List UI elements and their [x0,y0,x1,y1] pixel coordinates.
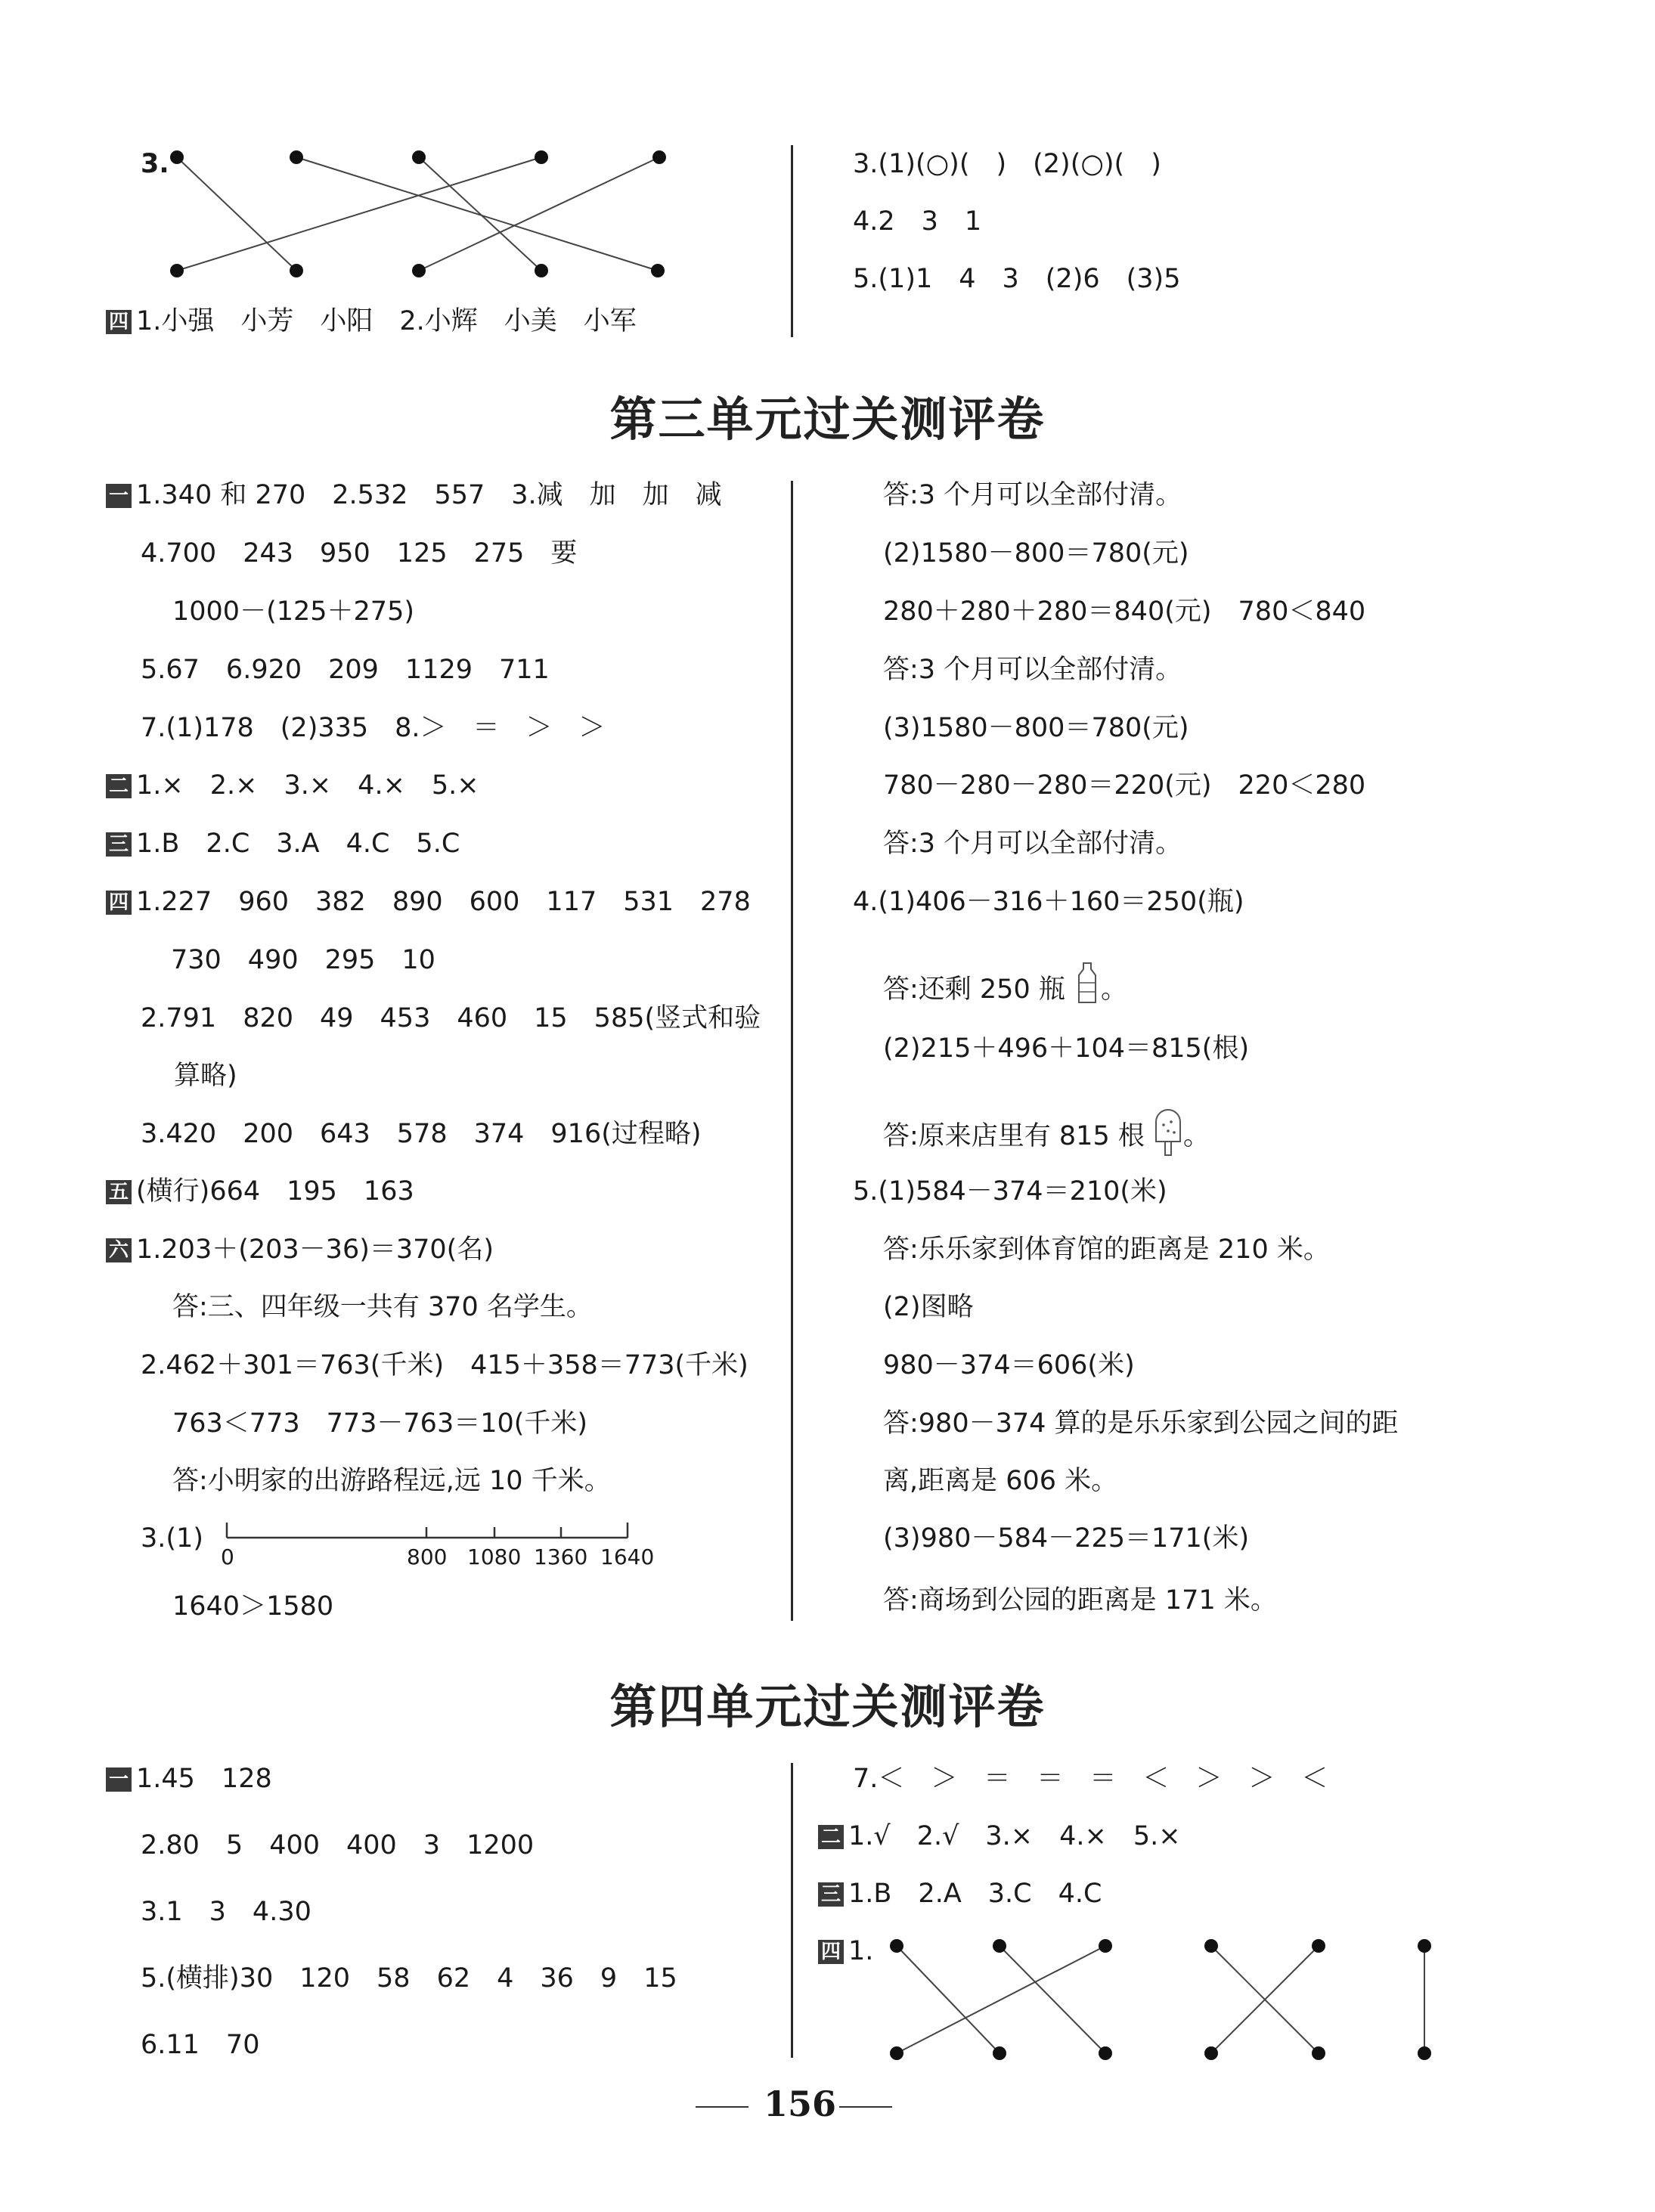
answer-line: 答:原来店里有 815 根 。 [883,1108,1210,1158]
answer-line: (2)图略 [883,1292,974,1322]
top-right-line-1: 3.(1)(○)( ) (2)(○)( ) [853,149,1161,179]
answer-line: 答:3 个月可以全部付清。 [883,655,1182,685]
answer-line: 980－374＝606(米) [883,1350,1135,1380]
answer-line: 答:三、四年级一共有 370 名学生。 [172,1292,593,1322]
answer-line: 离,距离是 606 米。 [883,1466,1118,1496]
section-badge: 一 [106,1767,132,1792]
top-q3-label: 3. [141,149,169,179]
answer-line: 答:还剩 250 瓶 。 [883,962,1127,1005]
number-line-tick-label: 1080 [467,1544,522,1569]
answer-line: 280＋280＋280＝840(元) 780＜840 [883,596,1366,627]
unit3-title: 第三单元过关测评卷 [609,392,1046,447]
answer-line: 答:商场到公园的距离是 171 米。 [883,1585,1277,1616]
section-badge: 四 [106,891,132,915]
answer-line: 5.(1)584－374＝210(米) [853,1176,1167,1207]
section-badge: 二 [106,774,132,798]
answer-line: 730 490 295 10 [171,945,435,975]
number-line-tick-label: 0 [221,1544,234,1569]
answer-line: 1640＞1580 [172,1591,334,1622]
answer-line: 三 1.B 2.A 3.C 4.C [818,1881,1102,1907]
answer-line: 4.700 243 950 125 275 要 [141,538,578,568]
section-badge: 五 [106,1180,132,1204]
answer-line: 763＜773 773－763＝10(千米) [172,1408,588,1439]
answer-line: 7.＜ ＞ ＝ ＝ ＝ ＜ ＞ ＞ ＜ [853,1764,1328,1794]
answer-line: 答:3 个月可以全部付清。 [883,829,1182,859]
number-line-tick-label: 1360 [534,1544,588,1569]
answer-line: 四 1. [818,1938,873,1965]
section-badge: 二 [818,1825,844,1849]
page-number: 156 [764,2083,837,2124]
section-badge: 六 [106,1238,132,1262]
section-badge: 三 [818,1882,844,1907]
answer-line: 一 1.45 128 [106,1766,272,1792]
answer-line: 7.(1)178 (2)335 8.＞ ＝ ＞ ＞ [141,713,606,743]
answer-line: 六 1.203＋(203－36)＝370(名) [106,1237,494,1263]
answer-line: 答:小明家的出游路程远,远 10 千米。 [172,1466,611,1496]
answer-line: 四 1.227 960 382 890 600 117 531 278 [106,889,751,915]
answer-line: (3)1580－800＝780(元) [883,713,1189,743]
answer-line: 算略) [174,1061,237,1091]
answer-line: 2.791 820 49 453 460 15 585(竖式和验 [141,1003,761,1033]
number-line-tick-label: 1640 [600,1544,655,1569]
answer-line: 5.67 6.920 209 1129 711 [141,655,550,685]
answer-line: 3.420 200 643 578 374 916(过程略) [141,1119,702,1149]
answer-line: 二 1.√ 2.√ 3.× 4.× 5.× [818,1823,1181,1850]
answer-line: 答:乐乐家到体育馆的距离是 210 米。 [883,1235,1330,1265]
answer-line: (3)980－584－225＝171(米) [883,1523,1250,1554]
answer-line: 1000－(125＋275) [172,596,414,627]
page-number-rule-left [696,2106,748,2108]
answer-line: (2)1580－800＝780(元) [883,538,1189,568]
answer-line: 5.(横排)30 120 58 62 4 36 9 15 [141,1963,677,1994]
answer-line: 答:3 个月可以全部付清。 [883,480,1182,510]
top-right-line-2: 4.2 3 1 [853,206,982,237]
answer-line: 五 (横行)664 195 163 [106,1179,414,1205]
answer-line: 2.462＋301＝763(千米) 415＋358＝773(千米) [141,1350,748,1380]
answer-line: 3.(1) [141,1523,203,1554]
top-right-line-3: 5.(1)1 4 3 (2)6 (3)5 [853,264,1181,294]
section-badge: 一 [106,484,132,508]
answer-line: 780－280－280＝220(元) 220＜280 [883,770,1366,801]
answer-line: 一 1.340 和 270 2.532 557 3.减 加 加 减 [106,482,722,509]
answer-line: 2.80 5 400 400 3 1200 [141,1830,535,1860]
answer-line: (2)215＋496＋104＝815(根) [883,1033,1250,1064]
page-number-rule-right [839,2106,892,2108]
answer-line: 3.1 3 4.30 [141,1897,311,1927]
answer-line: 三 1.B 2.C 3.A 4.C 5.C [106,831,460,857]
answer-line: 6.11 70 [141,2030,260,2060]
top-q4-line: 四 1.小强 小芳 小阳 2.小辉 小美 小军 [106,308,637,335]
number-line-tick-label: 800 [407,1544,448,1569]
answer-line: 答:980－374 算的是乐乐家到公园之间的距 [883,1408,1399,1439]
answer-line: 二 1.× 2.× 3.× 4.× 5.× [106,773,479,799]
section-badge: 四 [106,310,132,334]
answer-line: 4.(1)406－316＋160＝250(瓶) [853,887,1244,917]
section-badge: 四 [818,1940,844,1964]
section-badge: 三 [106,832,132,857]
unit4-title: 第四单元过关测评卷 [609,1679,1046,1734]
